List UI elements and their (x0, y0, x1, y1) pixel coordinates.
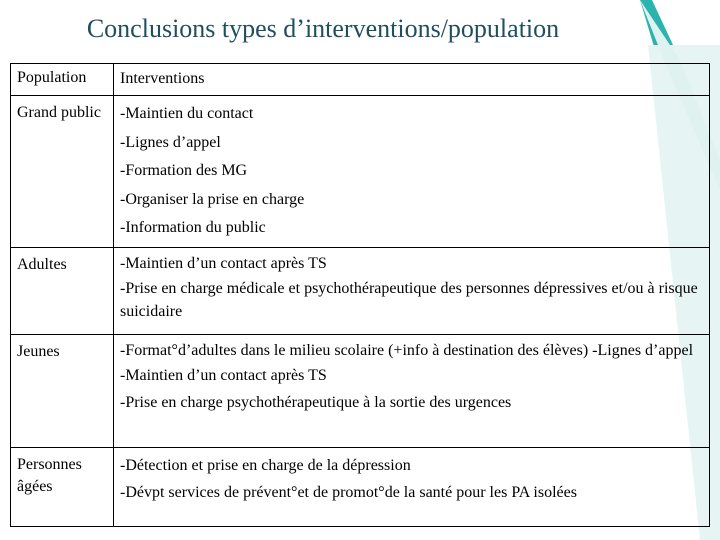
intervention-item: -Maintien d’un contact après TS (120, 254, 327, 272)
table-row (11, 247, 710, 334)
intervention-item: -Maintien du contact (120, 105, 254, 122)
intervention-item: -Lignes d’appel (120, 133, 221, 151)
interventions-table (10, 63, 710, 527)
population-cell: Personnes âgées (11, 447, 114, 527)
header-interventions: Interventions (114, 64, 710, 96)
population-cell: Jeunes (11, 334, 114, 447)
interventions-cell (114, 247, 710, 334)
intervention-item: -Information du public (120, 219, 266, 236)
page-title: Conclusions types d’interventions/population (86, 14, 560, 43)
table-row (11, 334, 710, 447)
intervention-item: -Prise en charge médicale et psychothérapeutique des personnes dépressives et/ou à risque suicidaire (120, 279, 698, 320)
header-population: Population (11, 64, 114, 96)
intervention-item: -Prise en charge psychothérapeutique à la sortie des urgences (120, 393, 512, 411)
interventions-cell (114, 334, 710, 447)
interventions-cell (114, 96, 710, 248)
intervention-item: -Détection et prise en charge de la dépression (120, 456, 411, 474)
intervention-item: -Formation des MG (120, 162, 248, 179)
table-header-row (11, 64, 710, 96)
intervention-item: -Organiser la prise en charge (120, 190, 305, 208)
intervention-item: -Format°d’adultes dans le milieu scolaire (+info à destination des élèves) -Lignes d’appel (120, 341, 694, 359)
population-cell: Grand public (11, 96, 114, 248)
table-row (11, 447, 710, 527)
table-row (11, 96, 710, 248)
interventions-cell (114, 447, 710, 527)
population-cell: Adultes (11, 247, 114, 334)
intervention-item: -Maintien d’un contact après TS (120, 366, 327, 384)
intervention-item: -Dévpt services de prévent°et de promot°de la santé pour les PA isolées (120, 483, 577, 501)
